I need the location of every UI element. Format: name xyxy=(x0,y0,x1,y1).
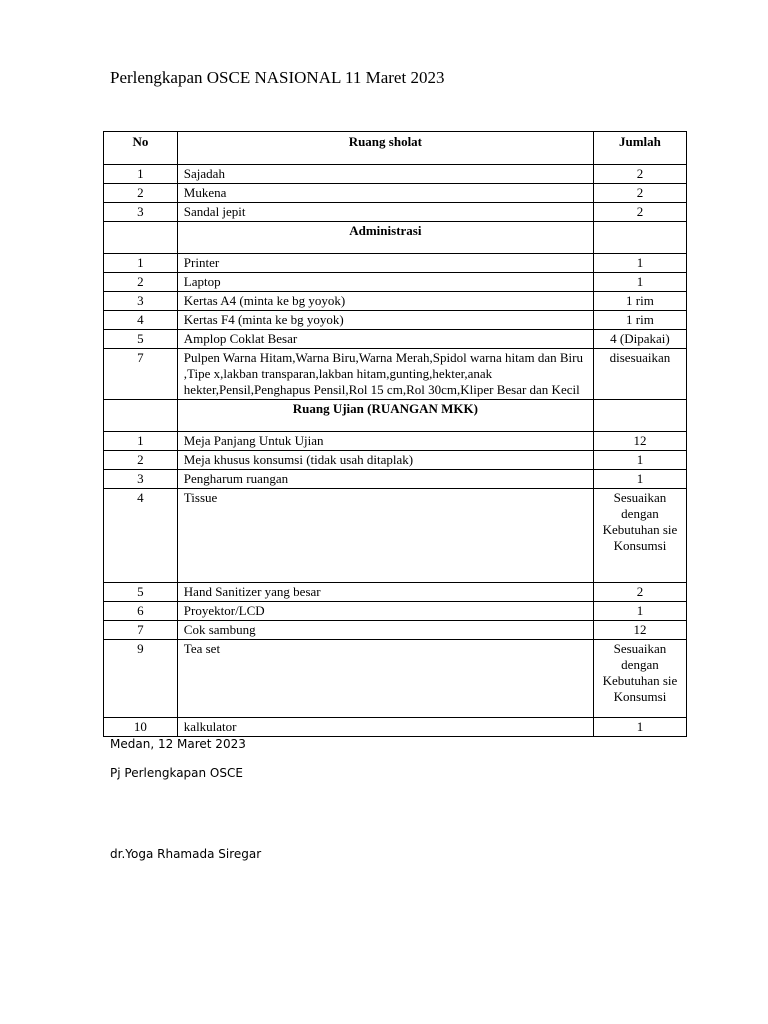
section-header-blank xyxy=(104,222,178,254)
header-section-ruang-sholat: Ruang sholat xyxy=(177,132,593,165)
item-number: 4 xyxy=(104,311,178,330)
item-quantity: 1 rim xyxy=(593,311,686,330)
section-header-row xyxy=(104,400,687,432)
item-number: 7 xyxy=(104,621,178,640)
item-number: 7 xyxy=(104,349,178,400)
table-row xyxy=(104,273,687,292)
table-row xyxy=(104,165,687,184)
item-name: Pengharum ruangan xyxy=(177,470,593,489)
table-row xyxy=(104,349,687,400)
item-quantity: 1 xyxy=(593,273,686,292)
header-jumlah: Jumlah xyxy=(593,132,686,165)
item-number: 10 xyxy=(104,718,178,737)
equipment-table xyxy=(103,131,687,737)
item-quantity: 1 xyxy=(593,718,686,737)
table-row xyxy=(104,254,687,273)
table-row xyxy=(104,451,687,470)
item-number: 3 xyxy=(104,292,178,311)
signature-place-date: Medan, 12 Maret 2023 xyxy=(110,737,246,751)
item-name: Kertas F4 (minta ke bg yoyok) xyxy=(177,311,593,330)
item-quantity: 1 xyxy=(593,451,686,470)
item-number: 6 xyxy=(104,602,178,621)
item-name: Kertas A4 (minta ke bg yoyok) xyxy=(177,292,593,311)
item-number: 1 xyxy=(104,432,178,451)
table-row xyxy=(104,640,687,718)
item-number: 1 xyxy=(104,254,178,273)
table-row xyxy=(104,184,687,203)
header-no: No xyxy=(104,132,178,165)
item-number: 3 xyxy=(104,470,178,489)
item-number: 5 xyxy=(104,583,178,602)
item-name: Tissue xyxy=(177,489,593,583)
item-number: 5 xyxy=(104,330,178,349)
signature-name: dr.Yoga Rhamada Siregar xyxy=(110,847,262,861)
item-name: Pulpen Warna Hitam,Warna Biru,Warna Merah,Spidol warna hitam dan Biru ,Tipe x,lakban transparan,lakban hitam,gunting,hekter,anak hekter,Pensil,Penghapus Pensil,Rol 15 cm,Rol 30cm,Kliper Besar dan Kecil xyxy=(177,349,593,400)
item-quantity: Sesuaikan dengan Kebutuhan sie Konsumsi xyxy=(593,489,686,583)
item-name: Printer xyxy=(177,254,593,273)
item-quantity: Sesuaikan dengan Kebutuhan sie Konsumsi xyxy=(593,640,686,718)
item-number: 4 xyxy=(104,489,178,583)
item-quantity: 12 xyxy=(593,432,686,451)
section-header-blank xyxy=(593,400,686,432)
item-name: Mukena xyxy=(177,184,593,203)
item-quantity: 4 (Dipakai) xyxy=(593,330,686,349)
document-title: Perlengkapan OSCE NASIONAL 11 Maret 2023 xyxy=(110,68,445,87)
table-row xyxy=(104,203,687,222)
item-quantity: 1 xyxy=(593,470,686,489)
item-name: kalkulator xyxy=(177,718,593,737)
item-number: 3 xyxy=(104,203,178,222)
item-name: Tea set xyxy=(177,640,593,718)
item-quantity: 2 xyxy=(593,165,686,184)
item-number: 2 xyxy=(104,184,178,203)
item-number: 2 xyxy=(104,451,178,470)
table-row xyxy=(104,311,687,330)
table-row xyxy=(104,292,687,311)
item-name: Sandal jepit xyxy=(177,203,593,222)
item-number: 9 xyxy=(104,640,178,718)
table-row xyxy=(104,718,687,737)
section-title: Ruang Ujian (RUANGAN MKK) xyxy=(177,400,593,432)
table-row xyxy=(104,489,687,583)
item-name: Cok sambung xyxy=(177,621,593,640)
table-row xyxy=(104,602,687,621)
item-name: Sajadah xyxy=(177,165,593,184)
table-header-row xyxy=(104,132,687,165)
item-quantity: 2 xyxy=(593,583,686,602)
item-quantity: disesuaikan xyxy=(593,349,686,400)
item-quantity: 1 rim xyxy=(593,292,686,311)
table-row xyxy=(104,330,687,349)
table-row xyxy=(104,470,687,489)
item-quantity: 1 xyxy=(593,254,686,273)
item-name: Laptop xyxy=(177,273,593,292)
item-number: 2 xyxy=(104,273,178,292)
item-quantity: 1 xyxy=(593,602,686,621)
item-name: Meja khusus konsumsi (tidak usah ditaplak) xyxy=(177,451,593,470)
item-name: Hand Sanitizer yang besar xyxy=(177,583,593,602)
equipment-table-body xyxy=(104,132,687,737)
table-row xyxy=(104,583,687,602)
section-header-blank xyxy=(593,222,686,254)
table-row xyxy=(104,621,687,640)
item-name: Proyektor/LCD xyxy=(177,602,593,621)
item-quantity: 2 xyxy=(593,203,686,222)
item-name: Amplop Coklat Besar xyxy=(177,330,593,349)
item-quantity: 2 xyxy=(593,184,686,203)
item-quantity: 12 xyxy=(593,621,686,640)
section-header-row xyxy=(104,222,687,254)
table-row xyxy=(104,432,687,451)
signature-role: Pj Perlengkapan OSCE xyxy=(110,766,243,780)
section-title: Administrasi xyxy=(177,222,593,254)
section-header-blank xyxy=(104,400,178,432)
item-name: Meja Panjang Untuk Ujian xyxy=(177,432,593,451)
item-number: 1 xyxy=(104,165,178,184)
